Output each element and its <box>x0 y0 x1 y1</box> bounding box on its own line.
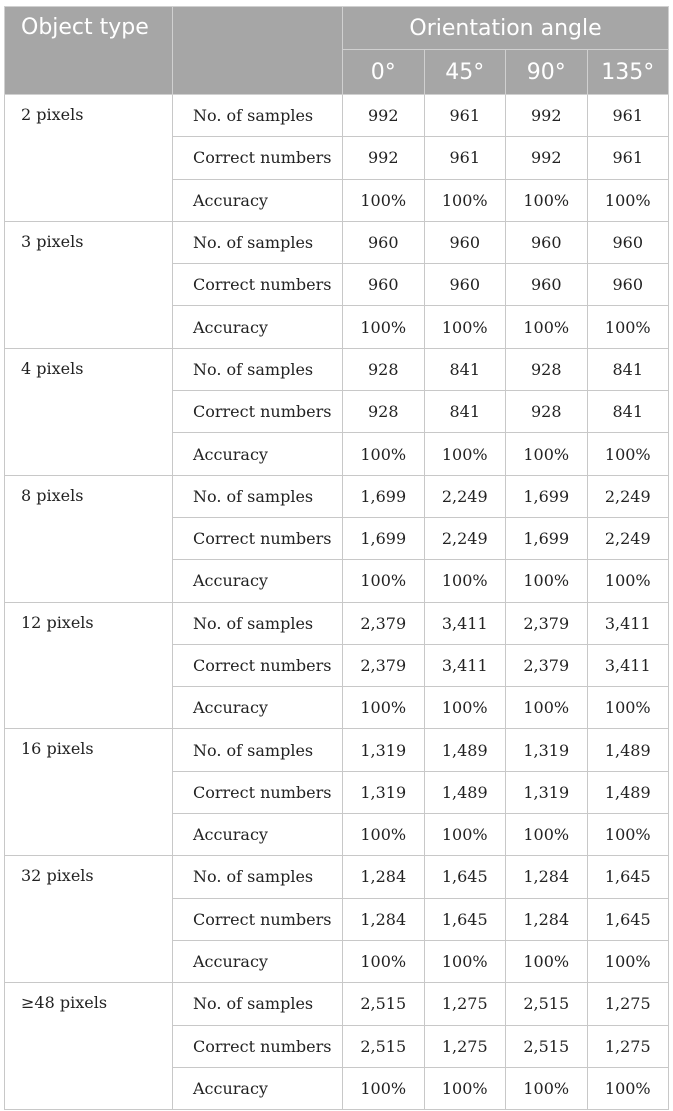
angle-header-45: 45° <box>424 50 506 95</box>
value-cell: 1,275 <box>587 1025 669 1067</box>
object-type-header: Object type <box>5 7 173 95</box>
object-type-cell: 4 pixels <box>5 348 173 475</box>
value-cell: 2,515 <box>343 1025 425 1067</box>
value-cell: 100% <box>587 433 669 475</box>
value-cell: 1,319 <box>506 729 588 771</box>
value-cell: 100% <box>343 560 425 602</box>
value-cell: 1,275 <box>424 1025 506 1067</box>
metric-cell: Accuracy <box>173 306 343 348</box>
metric-cell: Accuracy <box>173 179 343 221</box>
object-type-cell: 2 pixels <box>5 95 173 222</box>
metric-cell: Correct numbers <box>173 898 343 940</box>
metric-cell: No. of samples <box>173 602 343 644</box>
value-cell: 961 <box>424 137 506 179</box>
value-cell: 3,411 <box>424 644 506 686</box>
object-type-cell: 3 pixels <box>5 221 173 348</box>
value-cell: 100% <box>506 940 588 982</box>
value-cell: 961 <box>424 95 506 137</box>
value-cell: 100% <box>424 940 506 982</box>
value-cell: 100% <box>506 687 588 729</box>
value-cell: 100% <box>587 814 669 856</box>
metric-cell: No. of samples <box>173 983 343 1025</box>
value-cell: 100% <box>343 940 425 982</box>
value-cell: 2,515 <box>506 1025 588 1067</box>
value-cell: 992 <box>343 137 425 179</box>
value-cell: 2,249 <box>424 517 506 559</box>
value-cell: 100% <box>343 687 425 729</box>
metric-cell: Correct numbers <box>173 137 343 179</box>
value-cell: 100% <box>424 560 506 602</box>
value-cell: 3,411 <box>424 602 506 644</box>
value-cell: 992 <box>506 95 588 137</box>
metric-cell: No. of samples <box>173 729 343 771</box>
value-cell: 1,645 <box>587 898 669 940</box>
value-cell: 1,319 <box>343 729 425 771</box>
table-row <box>5 95 669 137</box>
value-cell: 100% <box>587 940 669 982</box>
value-cell: 1,645 <box>587 856 669 898</box>
table-row <box>5 602 669 644</box>
value-cell: 100% <box>587 179 669 221</box>
table-row <box>5 983 669 1025</box>
value-cell: 100% <box>506 814 588 856</box>
value-cell: 100% <box>424 306 506 348</box>
metric-cell: Correct numbers <box>173 264 343 306</box>
value-cell: 1,699 <box>343 475 425 517</box>
value-cell: 100% <box>506 560 588 602</box>
value-cell: 960 <box>424 221 506 263</box>
value-cell: 960 <box>343 264 425 306</box>
object-type-cell: 8 pixels <box>5 475 173 602</box>
value-cell: 1,275 <box>424 983 506 1025</box>
value-cell: 1,489 <box>587 729 669 771</box>
value-cell: 1,699 <box>506 517 588 559</box>
value-cell: 100% <box>587 306 669 348</box>
value-cell: 2,379 <box>343 602 425 644</box>
value-cell: 992 <box>343 95 425 137</box>
value-cell: 928 <box>506 348 588 390</box>
value-cell: 960 <box>587 264 669 306</box>
value-cell: 960 <box>424 264 506 306</box>
table-body <box>5 95 669 1110</box>
value-cell: 100% <box>343 306 425 348</box>
value-cell: 960 <box>587 221 669 263</box>
value-cell: 960 <box>343 221 425 263</box>
value-cell: 1,275 <box>587 983 669 1025</box>
value-cell: 841 <box>424 391 506 433</box>
value-cell: 1,489 <box>424 771 506 813</box>
value-cell: 2,379 <box>506 644 588 686</box>
object-type-cell: 32 pixels <box>5 856 173 983</box>
value-cell: 2,379 <box>343 644 425 686</box>
value-cell: 3,411 <box>587 602 669 644</box>
value-cell: 100% <box>506 433 588 475</box>
value-cell: 2,249 <box>587 475 669 517</box>
value-cell: 961 <box>587 137 669 179</box>
results-table <box>4 6 669 1110</box>
value-cell: 2,379 <box>506 602 588 644</box>
value-cell: 100% <box>343 814 425 856</box>
value-cell: 841 <box>587 348 669 390</box>
value-cell: 1,699 <box>506 475 588 517</box>
value-cell: 100% <box>424 433 506 475</box>
metric-cell: No. of samples <box>173 221 343 263</box>
value-cell: 100% <box>424 179 506 221</box>
value-cell: 3,411 <box>587 644 669 686</box>
table-row <box>5 475 669 517</box>
value-cell: 100% <box>424 687 506 729</box>
value-cell: 1,284 <box>506 856 588 898</box>
value-cell: 961 <box>587 95 669 137</box>
value-cell: 100% <box>343 1067 425 1109</box>
metric-cell: No. of samples <box>173 95 343 137</box>
value-cell: 100% <box>506 1067 588 1109</box>
value-cell: 841 <box>587 391 669 433</box>
metric-cell: Accuracy <box>173 814 343 856</box>
value-cell: 100% <box>506 306 588 348</box>
value-cell: 960 <box>506 221 588 263</box>
metric-cell: Correct numbers <box>173 517 343 559</box>
value-cell: 928 <box>343 391 425 433</box>
value-cell: 1,699 <box>343 517 425 559</box>
table-row <box>5 729 669 771</box>
value-cell: 992 <box>506 137 588 179</box>
metric-cell: No. of samples <box>173 348 343 390</box>
table-header <box>5 7 669 95</box>
metric-cell: Accuracy <box>173 687 343 729</box>
metric-cell: Accuracy <box>173 1067 343 1109</box>
value-cell: 2,249 <box>424 475 506 517</box>
table-row <box>5 856 669 898</box>
angle-header-0: 0° <box>343 50 425 95</box>
value-cell: 1,284 <box>343 856 425 898</box>
value-cell: 2,515 <box>343 983 425 1025</box>
object-type-cell: ≥48 pixels <box>5 983 173 1110</box>
value-cell: 100% <box>587 1067 669 1109</box>
metric-header <box>173 7 343 95</box>
object-type-cell: 12 pixels <box>5 602 173 729</box>
metric-cell: Accuracy <box>173 433 343 475</box>
value-cell: 1,284 <box>343 898 425 940</box>
angle-header-135: 135° <box>587 50 669 95</box>
metric-cell: Correct numbers <box>173 391 343 433</box>
value-cell: 100% <box>424 814 506 856</box>
metric-cell: No. of samples <box>173 856 343 898</box>
table-row <box>5 221 669 263</box>
value-cell: 100% <box>506 179 588 221</box>
value-cell: 100% <box>343 179 425 221</box>
value-cell: 100% <box>343 433 425 475</box>
value-cell: 1,489 <box>424 729 506 771</box>
orientation-angle-header: Orientation angle <box>343 7 669 50</box>
value-cell: 928 <box>506 391 588 433</box>
object-type-cell: 16 pixels <box>5 729 173 856</box>
value-cell: 1,645 <box>424 856 506 898</box>
metric-cell: No. of samples <box>173 475 343 517</box>
value-cell: 100% <box>587 687 669 729</box>
value-cell: 960 <box>506 264 588 306</box>
value-cell: 1,319 <box>506 771 588 813</box>
value-cell: 1,645 <box>424 898 506 940</box>
table-row <box>5 348 669 390</box>
metric-cell: Correct numbers <box>173 1025 343 1067</box>
metric-cell: Correct numbers <box>173 644 343 686</box>
metric-cell: Accuracy <box>173 560 343 602</box>
value-cell: 100% <box>424 1067 506 1109</box>
angle-header-90: 90° <box>506 50 588 95</box>
metric-cell: Accuracy <box>173 940 343 982</box>
value-cell: 1,284 <box>506 898 588 940</box>
value-cell: 1,319 <box>343 771 425 813</box>
value-cell: 2,515 <box>506 983 588 1025</box>
value-cell: 2,249 <box>587 517 669 559</box>
value-cell: 841 <box>424 348 506 390</box>
metric-cell: Correct numbers <box>173 771 343 813</box>
value-cell: 1,489 <box>587 771 669 813</box>
value-cell: 928 <box>343 348 425 390</box>
value-cell: 100% <box>587 560 669 602</box>
